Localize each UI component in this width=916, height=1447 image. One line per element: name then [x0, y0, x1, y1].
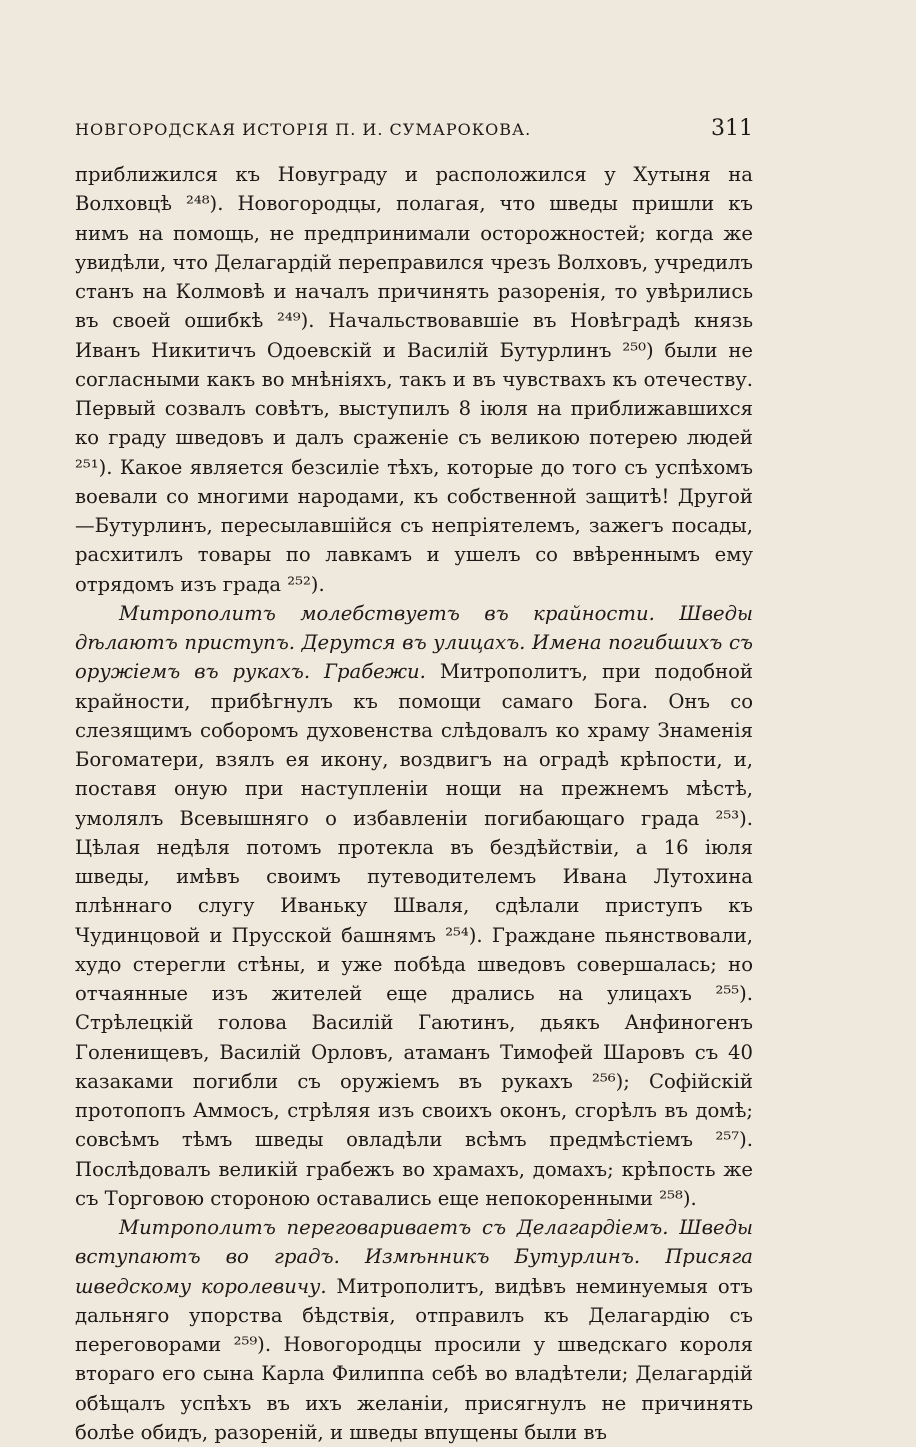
body-text	[75, 160, 753, 1447]
paragraph-text: Митрополитъ, при подобной крайности, прибѣгнулъ къ помощи самаго Бога. Онъ со слезящимъ соборомъ духовенства слѣдовалъ ко храму Знаменія Богоматери, взялъ ея икону, воздвигъ на оградѣ крѣпости, и, поставя оную при наступленіи нощи на прежнемъ мѣстѣ, умолялъ Всевышняго о избавленіи погибающаго града ²⁵³). Цѣлая недѣля потомъ протекла въ бездѣйствіи, а 16 іюля шведы, имѣвъ своимъ путеводителемъ Ивана Лутохина плѣннаго слугу Иваньку Шваля, сдѣлали приступъ къ Чудинцовой и Прусской башнямъ ²⁵⁴). Граждане пьянствовали, худо стерегли стѣны, и уже побѣда шведовъ совершалась; но отчаянные изъ жителей еще дрались на улицахъ ²⁵⁵). Стрѣлецкій голова Василій Гаютинъ, дьякъ Анфиногенъ Голенищевъ, Василій Орловъ, атаманъ Тимофей Шаровъ съ 40 казаками погибли съ оружіемъ въ рукахъ ²⁵⁶); Софійскій протопопъ Аммосъ, стрѣляя изъ своихъ оконъ, сгорѣлъ въ домѣ; совсѣмъ тѣмъ шведы овладѣли всѣмъ предмѣстіемъ ²⁵⁷). Послѣдовалъ великій грабежъ во храмахъ, домахъ; крѣпость же съ Торговою стороною оставались еще непокоренными ²⁵⁸).	[75, 660, 753, 1210]
marginal-heading: Митрополитъ молебствуетъ въ крайности. Шведы дѣлаютъ приступъ. Дерутся въ улицахъ. Имена погибшихъ съ оружіемъ въ рукахъ. Грабежи.	[75, 601, 753, 684]
running-title: НОВГОРОДСКАЯ ИСТОРІЯ П. И. СУМАРОКОВА.	[75, 120, 532, 139]
paragraph	[75, 1213, 753, 1447]
paragraph	[75, 160, 753, 599]
paragraph	[75, 599, 753, 1213]
paragraph-text: приближился къ Новуграду и расположился у Хутыня на Волховцѣ ²⁴⁸). Новогородцы, полагая, что шведы пришли къ нимъ на помощь, не предпринимали осторожностей; когда же увидѣли, что Делагардій переправился чрезъ Волховъ, учредилъ станъ на Колмовѣ и началъ причинять разоренія, то увѣрились въ своей ошибкѣ ²⁴⁹). Начальствовавшіе въ Новѣградѣ князь Иванъ Никитичъ Одоевскій и Василій Бутурлинъ ²⁵⁰) были не согласными какъ во мнѣніяхъ, такъ и въ чувствахъ къ отечеству. Первый созвалъ совѣтъ, выступилъ 8 іюля на приближавшихся ко граду шведовъ и далъ сраженіе съ великою потерею людей ²⁵¹). Какое является безсиліе тѣхъ, которые до того съ успѣхомъ воевали со многими народами, къ собственной защитѣ! Другой—Бутурлинъ, пересылавшійся съ непріятелемъ, зажегъ посады, расхитилъ товары по лавкамъ и ушелъ со ввѣреннымъ ему отрядомъ изъ града ²⁵²).	[75, 163, 753, 596]
page-number: 311	[711, 116, 753, 141]
marginal-heading: Митрополитъ переговариваетъ съ Делагардіемъ. Шведы вступаютъ во градъ. Измѣнникъ Бутурлинъ. Присяга шведскому королевичу.	[75, 1216, 753, 1298]
paragraph-text: Митрополитъ, видѣвъ неминуемыя отъ дальняго упорства бѣдствія, отправилъ къ Делагардію съ переговорами ²⁵⁹). Новогородцы просили у шведскаго короля втораго его сына Карла Филиппа себѣ во владѣтели; Делагардій обѣщалъ успѣхъ въ ихъ желаніи, присягнулъ не причинять болѣе обидъ, разореній, и шведы впущены были въ	[75, 1274, 753, 1444]
page-header	[75, 116, 753, 146]
